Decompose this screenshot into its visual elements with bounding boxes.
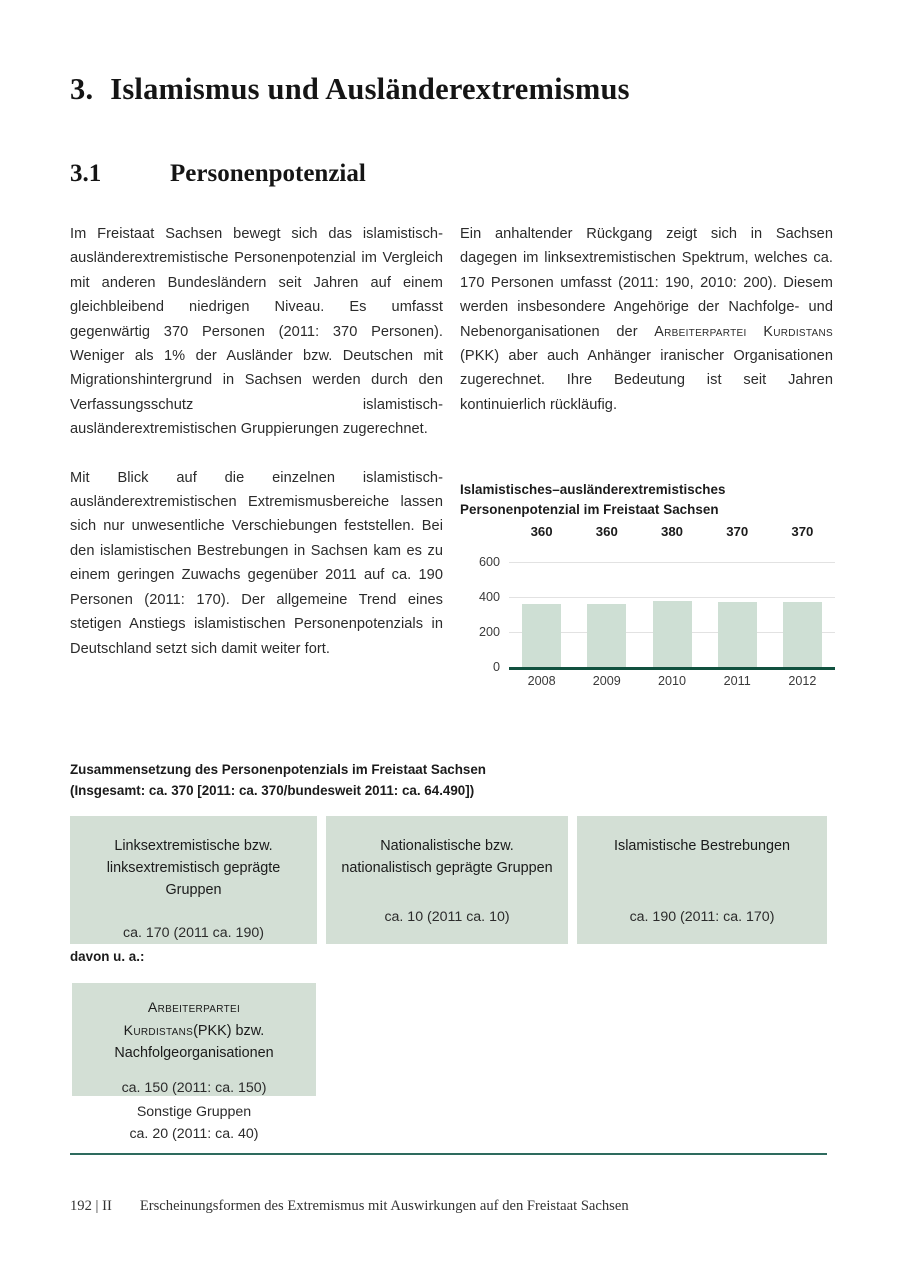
chart-plot-area xyxy=(478,524,835,688)
bar-2008 xyxy=(522,604,561,667)
composition-box-value: ca. 170 (2011 ca. 190) xyxy=(123,925,264,941)
body-column-left xyxy=(70,222,443,661)
chart-canvas xyxy=(460,524,835,688)
section-number: 3.1 xyxy=(70,160,102,187)
paragraph-right-1 xyxy=(460,222,833,417)
subbox-smallcaps-line-2: Kurdistans xyxy=(123,1022,194,1038)
body-column-right xyxy=(460,222,833,417)
paragraph-left-1: Im Freistaat Sachsen bewegt sich das islamistisch-ausländerextremistische Personenpotenzial im Vergleich mit anderen Bundesländern seit Jahren auf einem gleichbleibend niedrigen Niveau. Es umfasst gegenwärtig 370 Personen (2011: 370 Personen). Weniger als 1% der Ausländer bzw. Deutschen mit Migrationshintergrund in Sachsen werden durch den Verfassungsschutz islamistisch-ausländerextremistischen Gruppierungen zugerechnet. xyxy=(70,226,443,438)
composition-box-title: Islamistische Bestrebungen xyxy=(614,838,790,854)
paragraph-left-2: Mit Blick auf die einzelnen islamistisch-ausländerextremistischen Extremismusbereiche lassen sich nur unwesentliche Verschiebungen feststellen. Bei den islamistischen Bestrebungen in Sachsen kam es zu einem geringen Zuwachs gegenüber 2011 auf ca. 190 Personen (2011: 170). Der allgemeine Trend eines stetigen Anstiegs islamistischen Personenpotenzials in Deutschland setzt sich damit weiter fort. xyxy=(70,469,443,657)
sonstige-gruppen-block xyxy=(72,1101,316,1145)
bar-value-2008: 360 xyxy=(530,524,553,539)
bar-2011 xyxy=(718,602,757,667)
bar-group-2010 xyxy=(639,524,704,688)
chapter-number: 3. xyxy=(70,72,94,106)
composition-table-caption xyxy=(70,760,860,801)
composition-box-linksextremistisch xyxy=(70,816,317,944)
composition-box-title: Linksextremistische bzw. linksextremistisch geprägte Gruppen xyxy=(106,838,281,898)
bar-2009 xyxy=(587,604,626,667)
caption-line-1: Zusammensetzung des Personenpotenzials im Freistaat Sachsen xyxy=(70,762,486,777)
bar-2010 xyxy=(653,601,692,668)
bar-value-2011: 370 xyxy=(726,524,749,539)
davon-label: davon u. a.: xyxy=(70,949,145,964)
bar-group-2012 xyxy=(770,524,835,688)
xtick-label-2010: 2010 xyxy=(657,674,687,688)
chart-bars xyxy=(509,524,835,688)
caption-line-2: (Insgesamt: ca. 370 [2011: ca. 370/bundesweit 2011: ca. 64.490]) xyxy=(70,782,475,798)
chart-title-line-1: Islamistisches–ausländerextremistisches xyxy=(460,482,726,497)
xtick-label-2009: 2009 xyxy=(592,674,621,688)
bar-group-2011 xyxy=(705,524,770,688)
composition-box-value: ca. 10 (2011 ca. 10) xyxy=(384,909,510,925)
chapter-title: Islamismus und Ausländerextremismus xyxy=(110,72,630,106)
footer-page-number: 192 | II xyxy=(70,1198,112,1214)
ytick-label-400: 400 xyxy=(478,590,500,604)
sonstige-label: Sonstige Gruppen xyxy=(136,1104,252,1120)
bar-value-2012: 370 xyxy=(791,524,814,539)
subbox-line-3: Nachfolgeorganisationen xyxy=(114,1045,274,1061)
composition-subbox-pkk xyxy=(72,983,316,1096)
page-footer xyxy=(70,1198,860,1215)
section-heading xyxy=(70,160,860,188)
footer-divider xyxy=(70,1153,827,1155)
gridline-0 xyxy=(492,660,835,674)
paragraph-right-1-part-2: (PKK) aber auch Anhänger iranischer Organisationen zugerechnet. Ihre Bedeutung ist seit Jahren kontinuierlich rückläufig. xyxy=(460,348,833,413)
xtick-label-2008: 2008 xyxy=(527,674,556,688)
organisation-name-smallcaps: Arbeiterpartei Kurdistans xyxy=(654,323,833,340)
bar-value-2009: 360 xyxy=(595,524,618,539)
composition-box-nationalistisch xyxy=(326,816,568,944)
ytick-label-0: 0 xyxy=(492,660,500,674)
footer-text: Erscheinungsformen des Extremismus mit Auswirkungen auf den Freistaat Sachsen xyxy=(139,1198,629,1214)
paragraph-right-1-part-1: Ein anhaltender Rückgang zeigt sich in Sachsen dagegen im linksextremistischen Spektrum, welches ca. 170 Personen umfasst (2011: 190, 2010: 200). Diesem werden insbesondere Angehörige der Nachfolge- und Nebenorganisationen der xyxy=(460,226,833,340)
section-title: Personenpotenzial xyxy=(170,160,366,187)
bar-2012 xyxy=(783,602,822,667)
chart-title xyxy=(460,480,835,520)
composition-box-islamistisch xyxy=(577,816,827,944)
ytick-label-600: 600 xyxy=(478,555,500,569)
composition-box-value: ca. 190 (2011: ca. 170) xyxy=(629,909,775,925)
chart-title-line-2: Personenpotenzial im Freistaat Sachsen xyxy=(460,502,719,517)
bar-group-2009 xyxy=(574,524,639,688)
xtick-label-2011: 2011 xyxy=(723,674,751,688)
composition-box-title: Nationalistische bzw. nationalistisch geprägte Gruppen xyxy=(341,838,553,876)
ytick-label-200: 200 xyxy=(478,625,500,639)
composition-subbox-value: ca. 150 (2011: ca. 150) xyxy=(121,1080,267,1096)
sonstige-value: ca. 20 (2011: ca. 40) xyxy=(129,1126,259,1142)
composition-box-row xyxy=(70,816,827,944)
subbox-smallcaps-line-1: Arbeiterpartei xyxy=(147,999,241,1015)
bar-group-2008 xyxy=(509,524,574,688)
composition-subbox-title xyxy=(82,996,306,1064)
xtick-label-2012: 2012 xyxy=(788,674,817,688)
bar-chart-block xyxy=(460,480,835,688)
bar-value-2010: 380 xyxy=(660,524,683,539)
subbox-line-2-rest: (PKK) bzw. xyxy=(193,1023,265,1039)
chapter-heading xyxy=(70,72,860,107)
